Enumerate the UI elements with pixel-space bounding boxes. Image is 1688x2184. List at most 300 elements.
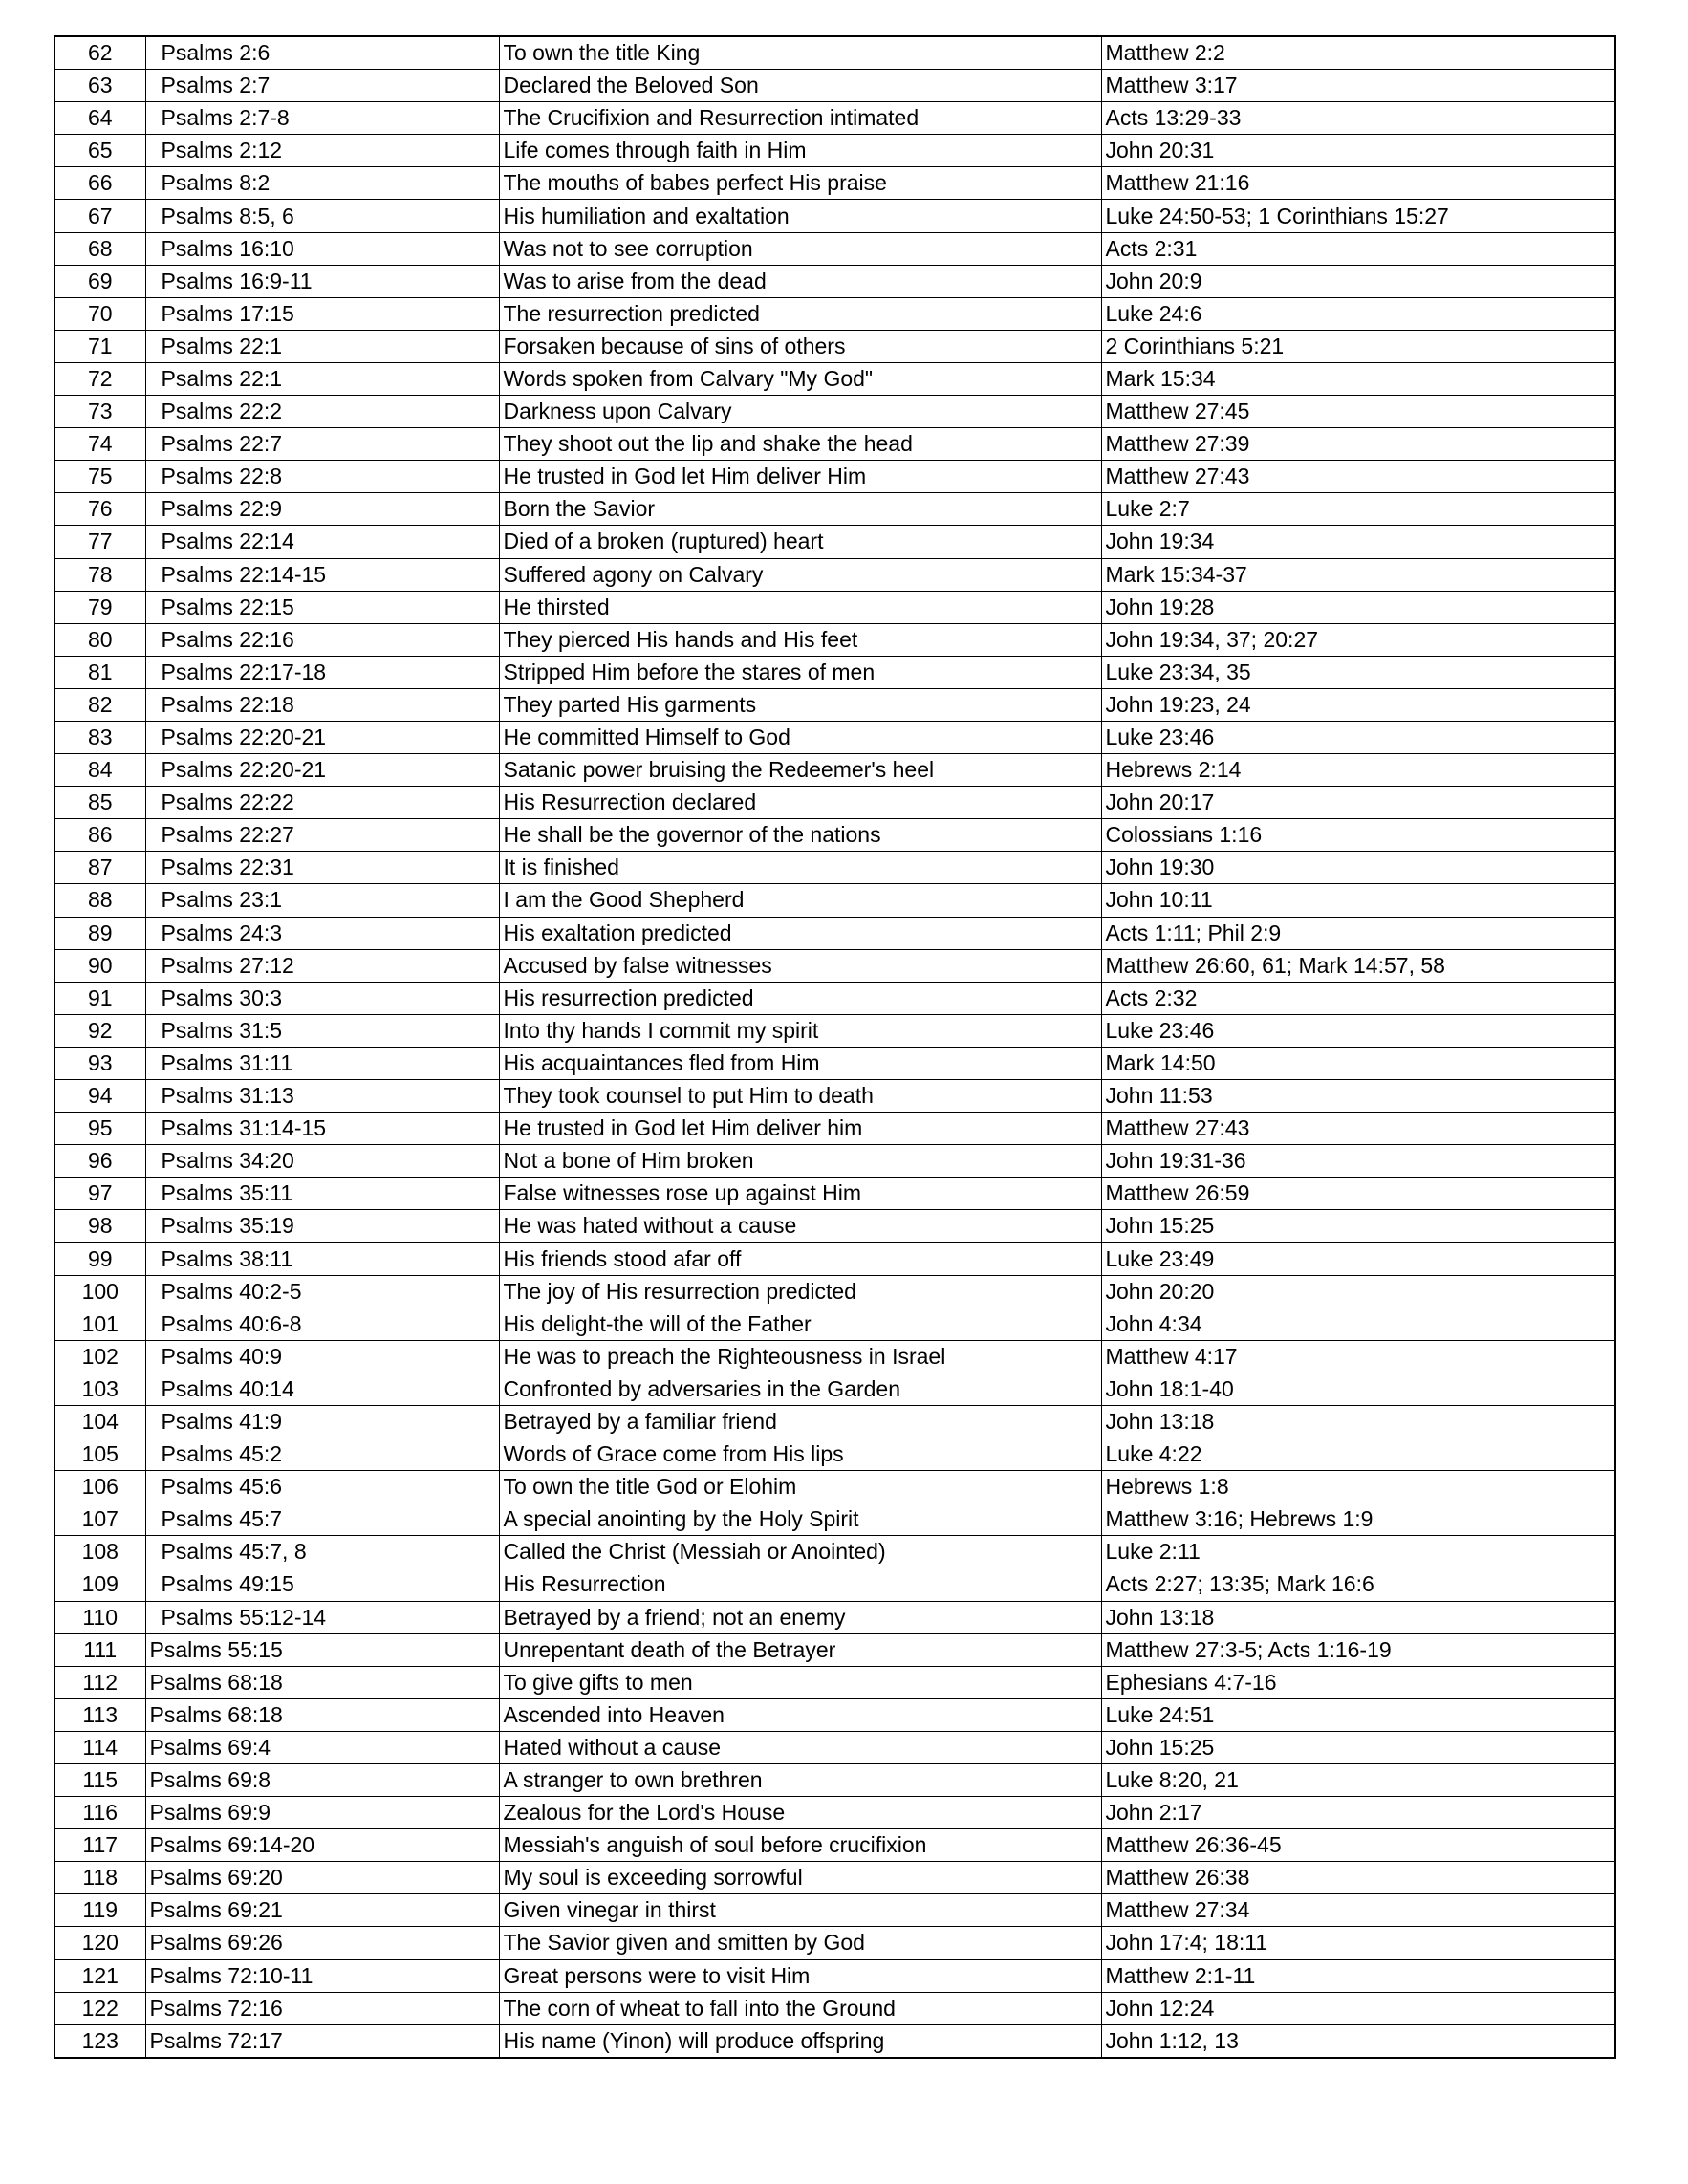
row-number-cell: 62 xyxy=(54,36,145,70)
prophecy-description-cell: The resurrection predicted xyxy=(499,297,1101,330)
fulfillment-reference-cell: John 15:25 xyxy=(1101,1210,1615,1243)
psalm-reference-cell: Psalms 55:12-14 xyxy=(145,1601,499,1633)
table-row xyxy=(54,1829,1615,1862)
fulfillment-reference-cell: John 11:53 xyxy=(1101,1080,1615,1113)
prophecy-description-cell: Zealous for the Lord's House xyxy=(499,1797,1101,1829)
table-row xyxy=(54,297,1615,330)
table-row xyxy=(54,1731,1615,1763)
table-row xyxy=(54,819,1615,852)
psalm-reference-cell: Psalms 72:16 xyxy=(145,1992,499,2024)
table-row xyxy=(54,362,1615,395)
fulfillment-reference-cell: John 20:17 xyxy=(1101,787,1615,819)
prophecy-description-cell: A stranger to own brethren xyxy=(499,1763,1101,1796)
row-number-cell: 102 xyxy=(54,1340,145,1373)
psalm-reference-cell: Psalms 55:15 xyxy=(145,1633,499,1666)
prophecy-description-cell: Forsaken because of sins of others xyxy=(499,330,1101,362)
table-row xyxy=(54,102,1615,135)
prophecy-description-cell: He was hated without a cause xyxy=(499,1210,1101,1243)
row-number-cell: 113 xyxy=(54,1698,145,1731)
table-row xyxy=(54,1601,1615,1633)
psalm-reference-cell: Psalms 49:15 xyxy=(145,1568,499,1601)
table-row xyxy=(54,884,1615,917)
psalm-reference-cell: Psalms 69:20 xyxy=(145,1862,499,1894)
table-row xyxy=(54,1275,1615,1308)
prophecy-description-cell: Words spoken from Calvary "My God" xyxy=(499,362,1101,395)
row-number-cell: 69 xyxy=(54,265,145,297)
fulfillment-reference-cell: John 20:31 xyxy=(1101,135,1615,167)
row-number-cell: 111 xyxy=(54,1633,145,1666)
row-number-cell: 100 xyxy=(54,1275,145,1308)
row-number-cell: 94 xyxy=(54,1080,145,1113)
prophecy-description-cell: Called the Christ (Messiah or Anointed) xyxy=(499,1536,1101,1568)
row-number-cell: 108 xyxy=(54,1536,145,1568)
psalm-reference-cell: Psalms 22:2 xyxy=(145,396,499,428)
fulfillment-reference-cell: Luke 23:46 xyxy=(1101,1014,1615,1047)
fulfillment-reference-cell: John 19:34 xyxy=(1101,526,1615,558)
fulfillment-reference-cell: Matthew 27:3-5; Acts 1:16-19 xyxy=(1101,1633,1615,1666)
prophecy-description-cell: His name (Yinon) will produce offspring xyxy=(499,2024,1101,2058)
prophecy-description-cell: His Resurrection declared xyxy=(499,787,1101,819)
psalm-reference-cell: Psalms 22:20-21 xyxy=(145,721,499,753)
table-row xyxy=(54,1698,1615,1731)
row-number-cell: 117 xyxy=(54,1829,145,1862)
row-number-cell: 80 xyxy=(54,623,145,656)
fulfillment-reference-cell: Luke 24:51 xyxy=(1101,1698,1615,1731)
table-row xyxy=(54,1959,1615,1992)
row-number-cell: 66 xyxy=(54,167,145,200)
psalm-reference-cell: Psalms 22:16 xyxy=(145,623,499,656)
psalm-reference-cell: Psalms 22:1 xyxy=(145,362,499,395)
prophecy-description-cell: Hated without a cause xyxy=(499,1731,1101,1763)
row-number-cell: 106 xyxy=(54,1471,145,1503)
prophecy-description-cell: Died of a broken (ruptured) heart xyxy=(499,526,1101,558)
row-number-cell: 73 xyxy=(54,396,145,428)
fulfillment-reference-cell: John 19:23, 24 xyxy=(1101,688,1615,721)
prophecy-description-cell: To own the title King xyxy=(499,36,1101,70)
table-row xyxy=(54,70,1615,102)
prophecy-description-cell: His exaltation predicted xyxy=(499,917,1101,949)
psalm-reference-cell: Psalms 69:14-20 xyxy=(145,1829,499,1862)
psalm-reference-cell: Psalms 31:11 xyxy=(145,1047,499,1079)
fulfillment-reference-cell: John 19:28 xyxy=(1101,591,1615,623)
psalm-reference-cell: Psalms 22:18 xyxy=(145,688,499,721)
table-row xyxy=(54,330,1615,362)
psalm-reference-cell: Psalms 27:12 xyxy=(145,949,499,982)
table-row xyxy=(54,591,1615,623)
table-row xyxy=(54,526,1615,558)
row-number-cell: 90 xyxy=(54,949,145,982)
psalm-reference-cell: Psalms 22:8 xyxy=(145,461,499,493)
row-number-cell: 88 xyxy=(54,884,145,917)
prophecy-description-cell: Was to arise from the dead xyxy=(499,265,1101,297)
row-number-cell: 70 xyxy=(54,297,145,330)
psalm-reference-cell: Psalms 24:3 xyxy=(145,917,499,949)
table-row xyxy=(54,1763,1615,1796)
psalm-reference-cell: Psalms 35:19 xyxy=(145,1210,499,1243)
table-row xyxy=(54,1210,1615,1243)
prophecy-description-cell: They parted His garments xyxy=(499,688,1101,721)
table-row xyxy=(54,461,1615,493)
table-row xyxy=(54,1047,1615,1079)
fulfillment-reference-cell: Matthew 26:36-45 xyxy=(1101,1829,1615,1862)
psalm-reference-cell: Psalms 45:6 xyxy=(145,1471,499,1503)
fulfillment-reference-cell: John 19:30 xyxy=(1101,852,1615,884)
row-number-cell: 105 xyxy=(54,1438,145,1471)
prophecy-description-cell: Betrayed by a friend; not an enemy xyxy=(499,1601,1101,1633)
prophecy-description-cell: Was not to see corruption xyxy=(499,232,1101,265)
row-number-cell: 83 xyxy=(54,721,145,753)
fulfillment-reference-cell: Hebrews 2:14 xyxy=(1101,754,1615,787)
fulfillment-reference-cell: Ephesians 4:7-16 xyxy=(1101,1666,1615,1698)
row-number-cell: 91 xyxy=(54,982,145,1014)
psalm-reference-cell: Psalms 31:5 xyxy=(145,1014,499,1047)
table-row xyxy=(54,852,1615,884)
fulfillment-reference-cell: Luke 23:46 xyxy=(1101,721,1615,753)
fulfillment-reference-cell: Mark 15:34 xyxy=(1101,362,1615,395)
psalm-reference-cell: Psalms 40:6-8 xyxy=(145,1308,499,1340)
table-row xyxy=(54,1014,1615,1047)
row-number-cell: 93 xyxy=(54,1047,145,1079)
psalm-reference-cell: Psalms 22:17-18 xyxy=(145,656,499,688)
fulfillment-reference-cell: Matthew 27:43 xyxy=(1101,461,1615,493)
table-row xyxy=(54,1666,1615,1698)
prophecy-description-cell: They pierced His hands and His feet xyxy=(499,623,1101,656)
row-number-cell: 112 xyxy=(54,1666,145,1698)
table-row xyxy=(54,428,1615,461)
row-number-cell: 103 xyxy=(54,1373,145,1405)
table-row xyxy=(54,200,1615,232)
fulfillment-reference-cell: Acts 2:27; 13:35; Mark 16:6 xyxy=(1101,1568,1615,1601)
prophecy-description-cell: It is finished xyxy=(499,852,1101,884)
prophecy-description-cell: His delight-the will of the Father xyxy=(499,1308,1101,1340)
psalm-reference-cell: Psalms 22:1 xyxy=(145,330,499,362)
fulfillment-reference-cell: Luke 24:50-53; 1 Corinthians 15:27 xyxy=(1101,200,1615,232)
prophecy-description-cell: Words of Grace come from His lips xyxy=(499,1438,1101,1471)
psalm-reference-cell: Psalms 40:2-5 xyxy=(145,1275,499,1308)
table-row xyxy=(54,1243,1615,1275)
prophecy-description-cell: To give gifts to men xyxy=(499,1666,1101,1698)
psalm-reference-cell: Psalms 69:9 xyxy=(145,1797,499,1829)
table-row xyxy=(54,949,1615,982)
table-row xyxy=(54,1308,1615,1340)
psalm-reference-cell: Psalms 22:27 xyxy=(145,819,499,852)
row-number-cell: 85 xyxy=(54,787,145,819)
row-number-cell: 84 xyxy=(54,754,145,787)
fulfillment-reference-cell: Acts 2:31 xyxy=(1101,232,1615,265)
fulfillment-reference-cell: Luke 24:6 xyxy=(1101,297,1615,330)
fulfillment-reference-cell: John 10:11 xyxy=(1101,884,1615,917)
fulfillment-reference-cell: Matthew 27:34 xyxy=(1101,1894,1615,1927)
row-number-cell: 118 xyxy=(54,1862,145,1894)
table-row xyxy=(54,1340,1615,1373)
prophecy-description-cell: Life comes through faith in Him xyxy=(499,135,1101,167)
table-row xyxy=(54,265,1615,297)
table-row xyxy=(54,721,1615,753)
row-number-cell: 82 xyxy=(54,688,145,721)
table-row xyxy=(54,232,1615,265)
fulfillment-reference-cell: John 1:12, 13 xyxy=(1101,2024,1615,2058)
row-number-cell: 87 xyxy=(54,852,145,884)
prophecy-description-cell: Suffered agony on Calvary xyxy=(499,558,1101,591)
row-number-cell: 95 xyxy=(54,1113,145,1145)
prophecy-description-cell: Ascended into Heaven xyxy=(499,1698,1101,1731)
table-row xyxy=(54,1080,1615,1113)
psalm-reference-cell: Psalms 16:10 xyxy=(145,232,499,265)
row-number-cell: 89 xyxy=(54,917,145,949)
psalm-reference-cell: Psalms 69:26 xyxy=(145,1927,499,1959)
psalm-reference-cell: Psalms 41:9 xyxy=(145,1405,499,1438)
fulfillment-reference-cell: Luke 2:11 xyxy=(1101,1536,1615,1568)
table-row xyxy=(54,2024,1615,2058)
row-number-cell: 104 xyxy=(54,1405,145,1438)
row-number-cell: 67 xyxy=(54,200,145,232)
fulfillment-reference-cell: John 19:31-36 xyxy=(1101,1145,1615,1178)
table-row xyxy=(54,135,1615,167)
row-number-cell: 96 xyxy=(54,1145,145,1178)
table-row xyxy=(54,688,1615,721)
psalm-reference-cell: Psalms 8:2 xyxy=(145,167,499,200)
prophecy-description-cell: Stripped Him before the stares of men xyxy=(499,656,1101,688)
psalm-reference-cell: Psalms 2:7-8 xyxy=(145,102,499,135)
psalm-reference-cell: Psalms 2:7 xyxy=(145,70,499,102)
prophecy-description-cell: He trusted in God let Him deliver him xyxy=(499,1113,1101,1145)
fulfillment-reference-cell: Acts 13:29-33 xyxy=(1101,102,1615,135)
fulfillment-reference-cell: Matthew 3:17 xyxy=(1101,70,1615,102)
row-number-cell: 74 xyxy=(54,428,145,461)
fulfillment-reference-cell: Matthew 21:16 xyxy=(1101,167,1615,200)
row-number-cell: 64 xyxy=(54,102,145,135)
row-number-cell: 76 xyxy=(54,493,145,526)
row-number-cell: 99 xyxy=(54,1243,145,1275)
prophecy-description-cell: He committed Himself to God xyxy=(499,721,1101,753)
row-number-cell: 65 xyxy=(54,135,145,167)
table-row xyxy=(54,493,1615,526)
prophecy-description-cell: Accused by false witnesses xyxy=(499,949,1101,982)
psalm-reference-cell: Psalms 22:7 xyxy=(145,428,499,461)
row-number-cell: 98 xyxy=(54,1210,145,1243)
table-row xyxy=(54,1927,1615,1959)
row-number-cell: 75 xyxy=(54,461,145,493)
psalm-reference-cell: Psalms 2:12 xyxy=(145,135,499,167)
row-number-cell: 110 xyxy=(54,1601,145,1633)
psalm-reference-cell: Psalms 8:5, 6 xyxy=(145,200,499,232)
fulfillment-reference-cell: Mark 14:50 xyxy=(1101,1047,1615,1079)
row-number-cell: 97 xyxy=(54,1178,145,1210)
psalm-reference-cell: Psalms 23:1 xyxy=(145,884,499,917)
table-row xyxy=(54,1797,1615,1829)
fulfillment-reference-cell: John 4:34 xyxy=(1101,1308,1615,1340)
fulfillment-reference-cell: Matthew 2:2 xyxy=(1101,36,1615,70)
psalm-reference-cell: Psalms 22:22 xyxy=(145,787,499,819)
fulfillment-reference-cell: John 18:1-40 xyxy=(1101,1373,1615,1405)
table-row xyxy=(54,982,1615,1014)
table-row xyxy=(54,396,1615,428)
table-row xyxy=(54,623,1615,656)
fulfillment-reference-cell: Luke 2:7 xyxy=(1101,493,1615,526)
psalm-reference-cell: Psalms 2:6 xyxy=(145,36,499,70)
psalm-reference-cell: Psalms 22:31 xyxy=(145,852,499,884)
fulfillment-reference-cell: 2 Corinthians 5:21 xyxy=(1101,330,1615,362)
prophecy-description-cell: Satanic power bruising the Redeemer's heel xyxy=(499,754,1101,787)
prophecy-description-cell: He shall be the governor of the nations xyxy=(499,819,1101,852)
row-number-cell: 122 xyxy=(54,1992,145,2024)
table-row xyxy=(54,1178,1615,1210)
fulfillment-reference-cell: Colossians 1:16 xyxy=(1101,819,1615,852)
prophecy-description-cell: Declared the Beloved Son xyxy=(499,70,1101,102)
fulfillment-reference-cell: Matthew 2:1-11 xyxy=(1101,1959,1615,1992)
fulfillment-reference-cell: Matthew 27:45 xyxy=(1101,396,1615,428)
prophecy-description-cell: I am the Good Shepherd xyxy=(499,884,1101,917)
fulfillment-reference-cell: Luke 8:20, 21 xyxy=(1101,1763,1615,1796)
table-row xyxy=(54,1536,1615,1568)
row-number-cell: 101 xyxy=(54,1308,145,1340)
table-row xyxy=(54,167,1615,200)
psalm-reference-cell: Psalms 69:4 xyxy=(145,1731,499,1763)
psalm-reference-cell: Psalms 22:20-21 xyxy=(145,754,499,787)
fulfillment-reference-cell: John 17:4; 18:11 xyxy=(1101,1927,1615,1959)
prophecy-description-cell: Unrepentant death of the Betrayer xyxy=(499,1633,1101,1666)
psalm-reference-cell: Psalms 72:10-11 xyxy=(145,1959,499,1992)
table-row xyxy=(54,1471,1615,1503)
prophecy-description-cell: Darkness upon Calvary xyxy=(499,396,1101,428)
row-number-cell: 114 xyxy=(54,1731,145,1763)
prophecy-description-cell: His humiliation and exaltation xyxy=(499,200,1101,232)
prophecy-description-cell: He trusted in God let Him deliver Him xyxy=(499,461,1101,493)
fulfillment-reference-cell: John 20:9 xyxy=(1101,265,1615,297)
row-number-cell: 115 xyxy=(54,1763,145,1796)
fulfillment-reference-cell: Luke 4:22 xyxy=(1101,1438,1615,1471)
table-row xyxy=(54,36,1615,70)
prophecy-description-cell: His resurrection predicted xyxy=(499,982,1101,1014)
psalm-reference-cell: Psalms 45:7, 8 xyxy=(145,1536,499,1568)
row-number-cell: 109 xyxy=(54,1568,145,1601)
fulfillment-reference-cell: John 2:17 xyxy=(1101,1797,1615,1829)
psalm-reference-cell: Psalms 16:9-11 xyxy=(145,265,499,297)
row-number-cell: 71 xyxy=(54,330,145,362)
prophecy-description-cell: The corn of wheat to fall into the Ground xyxy=(499,1992,1101,2024)
psalm-reference-cell: Psalms 22:14 xyxy=(145,526,499,558)
table-body xyxy=(54,36,1615,2058)
table-row xyxy=(54,917,1615,949)
prophecy-description-cell: Confronted by adversaries in the Garden xyxy=(499,1373,1101,1405)
fulfillment-reference-cell: Matthew 3:16; Hebrews 1:9 xyxy=(1101,1503,1615,1536)
psalm-reference-cell: Psalms 68:18 xyxy=(145,1666,499,1698)
psalm-reference-cell: Psalms 40:9 xyxy=(145,1340,499,1373)
fulfillment-reference-cell: Matthew 26:38 xyxy=(1101,1862,1615,1894)
fulfillment-reference-cell: John 13:18 xyxy=(1101,1601,1615,1633)
fulfillment-reference-cell: Hebrews 1:8 xyxy=(1101,1471,1615,1503)
prophecy-description-cell: A special anointing by the Holy Spirit xyxy=(499,1503,1101,1536)
fulfillment-reference-cell: John 13:18 xyxy=(1101,1405,1615,1438)
prophecy-description-cell: Betrayed by a familiar friend xyxy=(499,1405,1101,1438)
psalm-reference-cell: Psalms 72:17 xyxy=(145,2024,499,2058)
table-row xyxy=(54,1992,1615,2024)
psalm-reference-cell: Psalms 31:14-15 xyxy=(145,1113,499,1145)
prophecy-description-cell: My soul is exceeding sorrowful xyxy=(499,1862,1101,1894)
row-number-cell: 92 xyxy=(54,1014,145,1047)
prophecy-description-cell: They shoot out the lip and shake the head xyxy=(499,428,1101,461)
table-row xyxy=(54,1438,1615,1471)
fulfillment-reference-cell: Luke 23:34, 35 xyxy=(1101,656,1615,688)
row-number-cell: 78 xyxy=(54,558,145,591)
table-row xyxy=(54,1633,1615,1666)
row-number-cell: 107 xyxy=(54,1503,145,1536)
psalm-reference-cell: Psalms 34:20 xyxy=(145,1145,499,1178)
fulfillment-reference-cell: Matthew 26:59 xyxy=(1101,1178,1615,1210)
fulfillment-reference-cell: Mark 15:34-37 xyxy=(1101,558,1615,591)
table-row xyxy=(54,1373,1615,1405)
prophecy-description-cell: The Savior given and smitten by God xyxy=(499,1927,1101,1959)
psalm-reference-cell: Psalms 31:13 xyxy=(145,1080,499,1113)
prophecy-description-cell: False witnesses rose up against Him xyxy=(499,1178,1101,1210)
row-number-cell: 123 xyxy=(54,2024,145,2058)
prophecy-table xyxy=(54,35,1616,2059)
prophecy-description-cell: They took counsel to put Him to death xyxy=(499,1080,1101,1113)
psalm-reference-cell: Psalms 17:15 xyxy=(145,297,499,330)
row-number-cell: 121 xyxy=(54,1959,145,1992)
table-row xyxy=(54,558,1615,591)
fulfillment-reference-cell: Matthew 4:17 xyxy=(1101,1340,1615,1373)
table-row xyxy=(54,1503,1615,1536)
prophecy-description-cell: He thirsted xyxy=(499,591,1101,623)
prophecy-description-cell: Not a bone of Him broken xyxy=(499,1145,1101,1178)
prophecy-description-cell: The mouths of babes perfect His praise xyxy=(499,167,1101,200)
row-number-cell: 120 xyxy=(54,1927,145,1959)
row-number-cell: 68 xyxy=(54,232,145,265)
prophecy-description-cell: The joy of His resurrection predicted xyxy=(499,1275,1101,1308)
fulfillment-reference-cell: Luke 23:49 xyxy=(1101,1243,1615,1275)
psalm-reference-cell: Psalms 45:2 xyxy=(145,1438,499,1471)
fulfillment-reference-cell: Acts 2:32 xyxy=(1101,982,1615,1014)
psalm-reference-cell: Psalms 69:21 xyxy=(145,1894,499,1927)
psalm-reference-cell: Psalms 45:7 xyxy=(145,1503,499,1536)
row-number-cell: 86 xyxy=(54,819,145,852)
psalm-reference-cell: Psalms 69:8 xyxy=(145,1763,499,1796)
row-number-cell: 116 xyxy=(54,1797,145,1829)
fulfillment-reference-cell: Matthew 27:39 xyxy=(1101,428,1615,461)
row-number-cell: 79 xyxy=(54,591,145,623)
psalm-reference-cell: Psalms 35:11 xyxy=(145,1178,499,1210)
row-number-cell: 63 xyxy=(54,70,145,102)
row-number-cell: 119 xyxy=(54,1894,145,1927)
fulfillment-reference-cell: Matthew 27:43 xyxy=(1101,1113,1615,1145)
prophecy-description-cell: Given vinegar in thirst xyxy=(499,1894,1101,1927)
fulfillment-reference-cell: Acts 1:11; Phil 2:9 xyxy=(1101,917,1615,949)
psalm-reference-cell: Psalms 30:3 xyxy=(145,982,499,1014)
psalm-reference-cell: Psalms 22:9 xyxy=(145,493,499,526)
prophecy-description-cell: His acquaintances fled from Him xyxy=(499,1047,1101,1079)
table-row xyxy=(54,1405,1615,1438)
prophecy-description-cell: His friends stood afar off xyxy=(499,1243,1101,1275)
table-row xyxy=(54,656,1615,688)
prophecy-description-cell: He was to preach the Righteousness in Israel xyxy=(499,1340,1101,1373)
psalm-reference-cell: Psalms 38:11 xyxy=(145,1243,499,1275)
fulfillment-reference-cell: John 20:20 xyxy=(1101,1275,1615,1308)
prophecy-description-cell: Messiah's anguish of soul before crucifixion xyxy=(499,1829,1101,1862)
psalm-reference-cell: Psalms 68:18 xyxy=(145,1698,499,1731)
table-row xyxy=(54,1145,1615,1178)
psalm-reference-cell: Psalms 40:14 xyxy=(145,1373,499,1405)
row-number-cell: 81 xyxy=(54,656,145,688)
table-row xyxy=(54,1568,1615,1601)
table-row xyxy=(54,1894,1615,1927)
row-number-cell: 72 xyxy=(54,362,145,395)
fulfillment-reference-cell: John 19:34, 37; 20:27 xyxy=(1101,623,1615,656)
fulfillment-reference-cell: John 15:25 xyxy=(1101,1731,1615,1763)
prophecy-description-cell: Born the Savior xyxy=(499,493,1101,526)
prophecy-description-cell: The Crucifixion and Resurrection intimated xyxy=(499,102,1101,135)
prophecy-description-cell: His Resurrection xyxy=(499,1568,1101,1601)
